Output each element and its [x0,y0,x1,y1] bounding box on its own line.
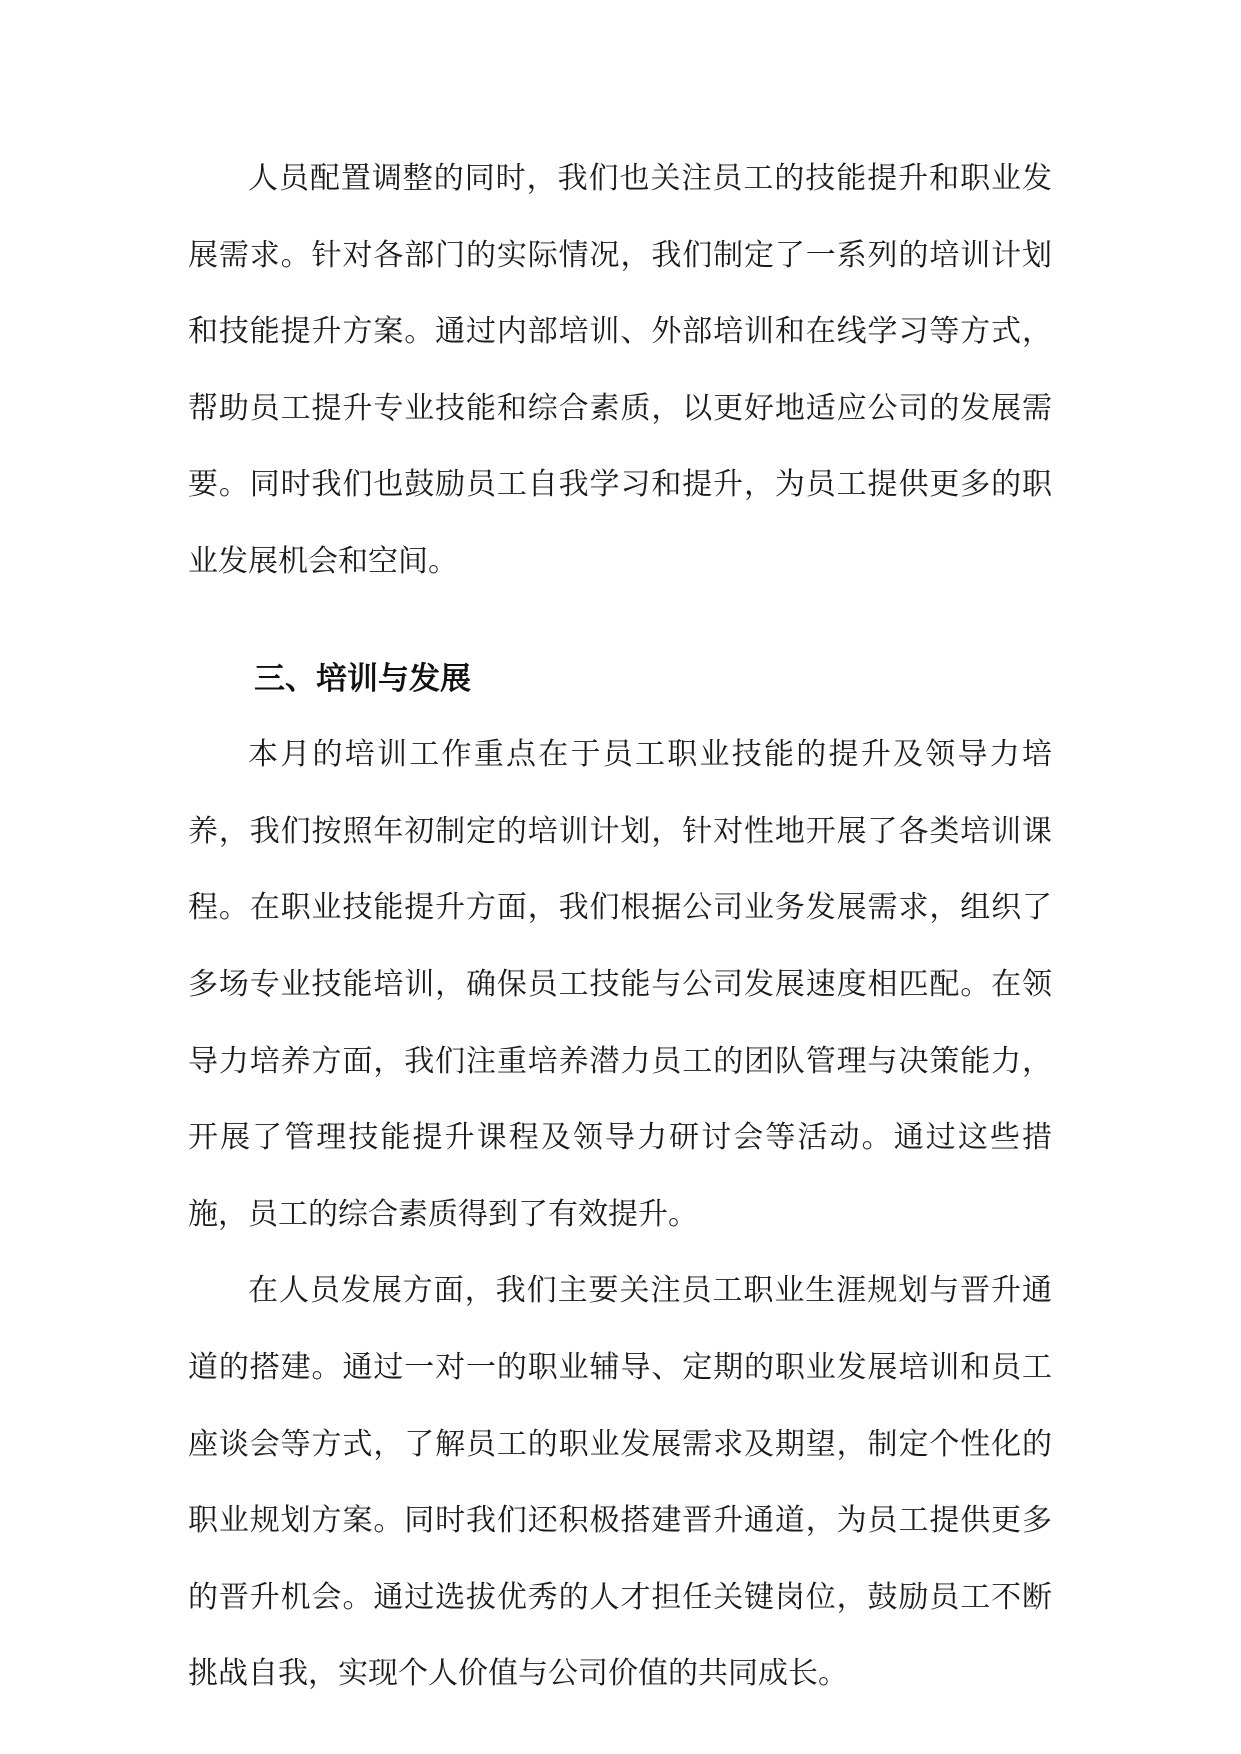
paragraph-staff-development: 在人员发展方面，我们主要关注员工职业生涯规划与晋升通道的搭建。通过一对一的职业辅导、定期的职业发展培训和员工座谈会等方式，了解员工的职业发展需求及期望，制定个性化的职业规划方案。同时我们还积极搭建晋升通道，为员工提供更多的晋升机会。通过选拔优秀的人才担任关键岗位，鼓励员工不断挑战自我，实现个人价值与公司价值的共同成长。 [188,1273,1052,1692]
section-heading-training: 三、培训与发展 [254,660,471,697]
paragraph-training-work: 本月的培训工作重点在于员工职业技能的提升及领导力培养，我们按照年初制定的培训计划，针对性地开展了各类培训课程。在职业技能提升方面，我们根据公司业务发展需求，组织了多场专业技能培训，确保员工技能与公司发展速度相匹配。在领导力培养方面，我们注重培养潜力员工的团队管理与决策能力，开展了管理技能提升课程及领导力研讨会等活动。通过这些措施，员工的综合素质得到了有效提升。 [188,737,1052,1232]
section-spacer [188,601,1052,641]
paragraph-staff-skills: 人员配置调整的同时，我们也关注员工的技能提升和职业发展需求。针对各部门的实际情况，我们制定了一系列的培训计划和技能提升方案。通过内部培训、外部培训和在线学习等方式，帮助员工提升专业技能和综合素质，以更好地适应公司的发展需要。同时我们也鼓励员工自我学习和提升，为员工提供更多的职业发展机会和空间。 [188,161,1052,579]
document-body [188,141,1052,1713]
